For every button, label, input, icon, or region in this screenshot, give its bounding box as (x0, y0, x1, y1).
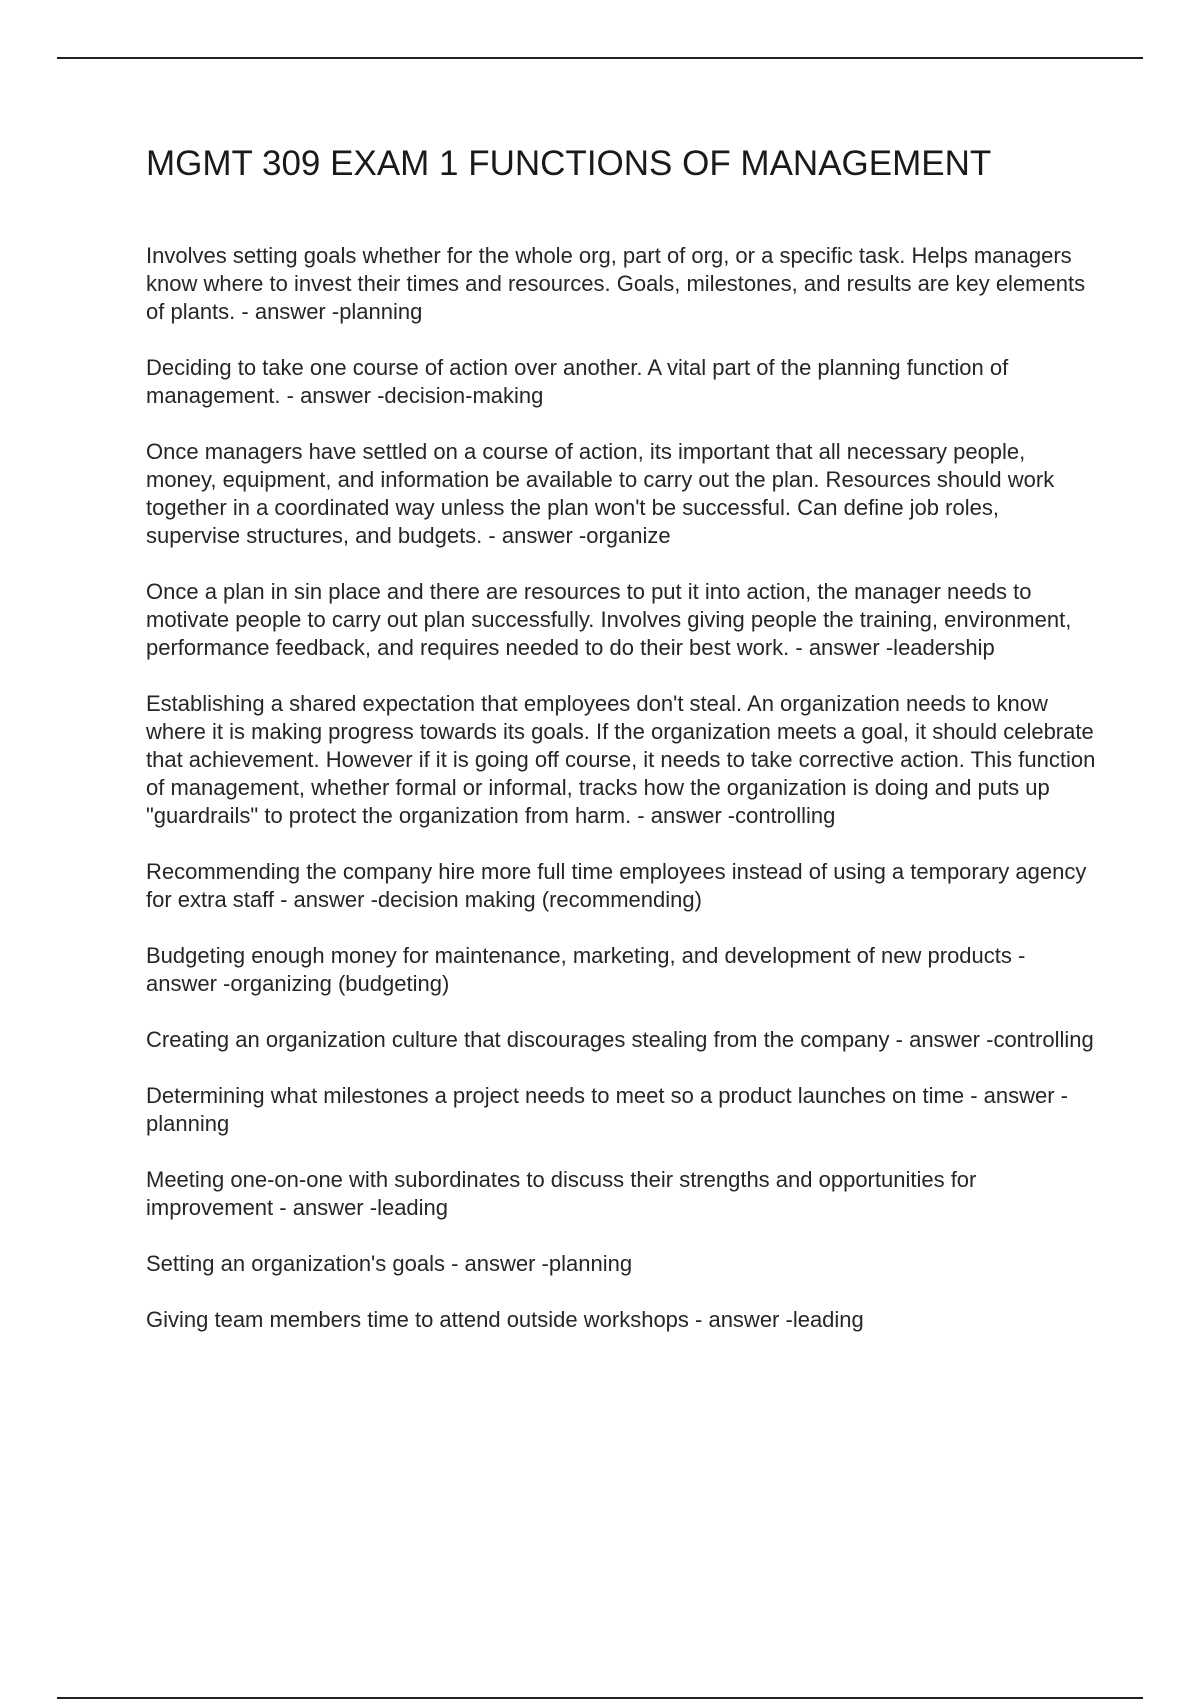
qa-item: Budgeting enough money for maintenance, marketing, and development of new products - answer -organizing (budgeting) (146, 943, 1026, 996)
qa-item: Once a plan in sin place and there are resources to put it into action, the manager needs to motivate people to carry out plan successfully. Involves giving people the training, environment, performance feedback, and requires needed to do their best work. - answer -leadership (146, 579, 1072, 660)
qa-item: Giving team members time to attend outside workshops - answer -leading (146, 1307, 864, 1332)
qa-item: Setting an organization's goals - answer -planning (146, 1251, 633, 1276)
qa-item: Involves setting goals whether for the whole org, part of org, or a specific task. Helps managers know where to invest their times and resources. Goals, milestones, and results are key elements of plants. - answer -planning (146, 243, 1086, 324)
qa-item: Establishing a shared expectation that employees don't steal. An organization needs to know where it is making progress towards its goals. If the organization meets a goal, it should celebrate that achievement. However if it is going off course, it needs to take corrective action. This function of management, whether formal or informal, tracks how the organization is doing and puts up "guardrails" to protect the organization from harm. - answer -controlling (146, 691, 1096, 828)
qa-item: Creating an organization culture that discourages stealing from the company - answer -controlling (146, 1027, 1094, 1052)
document-title: MGMT 309 EXAM 1 FUNCTIONS OF MANAGEMENT (146, 144, 992, 183)
qa-item: Meeting one-on-one with subordinates to discuss their strengths and opportunities for improvement - answer -leading (146, 1167, 977, 1220)
qa-item: Deciding to take one course of action over another. A vital part of the planning function of management. - answer -decision-making (146, 355, 1009, 408)
qa-list (146, 242, 1096, 1362)
qa-item: Once managers have settled on a course of action, its important that all necessary people, money, equipment, and information be available to carry out the plan. Resources should work together in a coordinated way unless the plan won't be successful. Can define job roles, supervise structures, and budgets. - answer -organize (146, 439, 1055, 548)
top-rule (57, 57, 1143, 59)
qa-item: Recommending the company hire more full time employees instead of using a temporary agency for extra staff - answer -decision making (recommending) (146, 859, 1087, 912)
bottom-rule (57, 1697, 1143, 1699)
qa-item: Determining what milestones a project needs to meet so a product launches on time - answer -planning (146, 1083, 1069, 1136)
